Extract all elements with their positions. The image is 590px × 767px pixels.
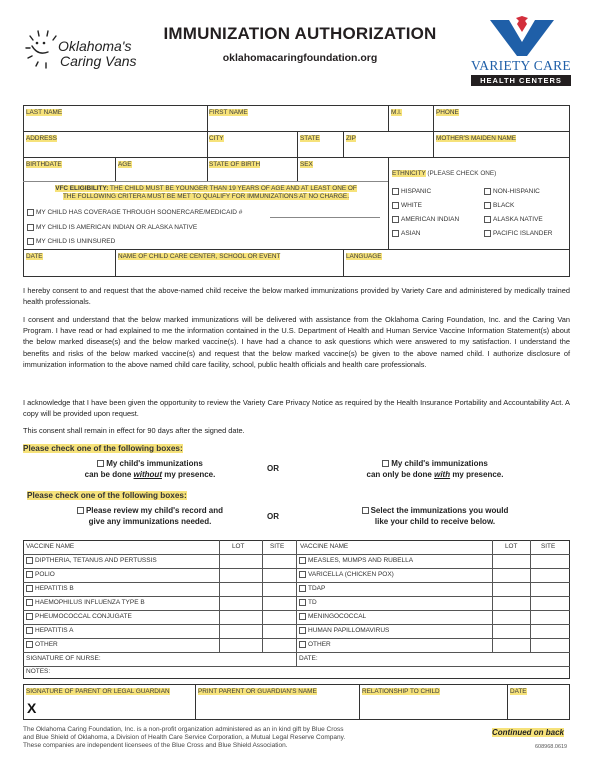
vaccine-right-7[interactable] bbox=[299, 641, 331, 648]
checkbox-icon bbox=[484, 216, 491, 223]
signature-date-label: DATE bbox=[510, 688, 527, 695]
age-label: AGE bbox=[118, 161, 132, 168]
col-vaccine-right: VACCINE NAME bbox=[300, 543, 349, 550]
checkbox-icon bbox=[26, 585, 33, 592]
parent-signature-label: SIGNATURE OF PARENT OR LEGAL GUARDIAN bbox=[26, 688, 170, 695]
oklahoma-caring-vans-logo bbox=[22, 26, 142, 76]
opt1b-line1: My child's immunizations bbox=[391, 459, 488, 468]
divider bbox=[23, 249, 570, 250]
divider bbox=[433, 105, 434, 157]
relationship-field[interactable] bbox=[362, 688, 440, 695]
signature-date-field[interactable] bbox=[510, 688, 527, 695]
eth-american-indian-label: AMERICAN INDIAN bbox=[401, 216, 460, 224]
divider bbox=[207, 157, 208, 181]
print-name-field[interactable] bbox=[198, 688, 317, 695]
eth-asian-label: ASIAN bbox=[401, 230, 421, 238]
table-col-divider bbox=[492, 540, 493, 652]
col-site-right: SITE bbox=[541, 543, 556, 550]
checkbox-icon bbox=[26, 571, 33, 578]
vfc-text1: THE CHILD MUST BE YOUNGER THAN 19 YEARS OF AGE AND AT LEAST ONE OF bbox=[110, 185, 357, 192]
vaccine-label: VARICELLA (CHICKEN POX) bbox=[308, 571, 394, 579]
vfc-opt2-label: MY CHILD IS AMERICAN INDIAN OR ALASKA NATIVE bbox=[36, 224, 198, 232]
phone-field[interactable] bbox=[436, 109, 459, 116]
presence-without-option[interactable] bbox=[60, 459, 240, 480]
opt1b-line2-em: with bbox=[434, 469, 451, 479]
vaccine-label: OTHER bbox=[308, 641, 331, 649]
consent-paragraph-2: I consent and understand that the below marked immunizations will be delivered with assistance from the Oklahoma Caring Foundation, Inc. and the Caring Van Program. I have read or had explained to me the information contained in the U.S. Department of Health and Human Service Vaccine Information Statement(s) about the below marked disease(s) and the below marked vaccine(s). I have had a chance to ask questions which were answered to my satisfaction. I understand the benefits and risks of the below marked vaccine(s) and request that the below marked vaccine(s) be given to the above named child. I authorize disclosure of immunization information to the above named child care facility, school, public health officials and health care professionals. bbox=[23, 315, 570, 369]
checkbox-icon bbox=[382, 460, 389, 467]
checkbox-icon bbox=[392, 188, 399, 195]
eth-alaska-native-label: ALASKA NATIVE bbox=[493, 216, 543, 224]
vaccine-label: PHEUMOCOCCAL CONJUGATE bbox=[35, 613, 132, 621]
opt2a-line2: give any immunizations needed. bbox=[88, 516, 212, 526]
nurse-signature-label: SIGNATURE OF NURSE: bbox=[26, 655, 101, 662]
table-col-divider bbox=[262, 540, 263, 652]
eth-white-checkbox[interactable] bbox=[392, 202, 422, 209]
checkbox-icon bbox=[299, 557, 306, 564]
eth-white-label: WHITE bbox=[401, 202, 422, 210]
logo-left-line2: Caring Vans bbox=[60, 53, 137, 69]
col-site-left: SITE bbox=[270, 543, 285, 550]
eth-black-label: BLACK bbox=[493, 202, 515, 210]
choice-heading-2 bbox=[27, 491, 187, 500]
checkbox-icon bbox=[299, 613, 306, 620]
website: oklahomacaringfoundation.org bbox=[222, 52, 378, 64]
checkbox-icon bbox=[26, 641, 33, 648]
divider bbox=[507, 684, 508, 720]
vaccine-label: MENINGOCOCCAL bbox=[308, 613, 367, 621]
vfc-medicaid-checkbox[interactable] bbox=[27, 209, 242, 216]
divider bbox=[23, 181, 389, 182]
eth-alaska-native-checkbox[interactable] bbox=[484, 216, 543, 223]
eth-pacific-islander-checkbox[interactable] bbox=[484, 230, 552, 237]
vaccine-label: POLIO bbox=[35, 571, 55, 579]
continued-on-back bbox=[492, 728, 564, 737]
vaccine-left-6[interactable] bbox=[26, 627, 73, 634]
birthdate-field[interactable] bbox=[26, 161, 62, 168]
vaccine-left-3[interactable] bbox=[26, 585, 74, 592]
or-label-2: OR bbox=[267, 512, 279, 521]
checkbox-icon bbox=[26, 557, 33, 564]
language-field[interactable] bbox=[346, 253, 382, 260]
vaccine-right-3[interactable] bbox=[299, 585, 325, 592]
ethnicity-note: (PLEASE CHECK ONE) bbox=[427, 170, 497, 177]
vaccine-left-4[interactable] bbox=[26, 599, 145, 606]
checkbox-icon bbox=[484, 188, 491, 195]
checkbox-icon bbox=[392, 230, 399, 237]
checkbox-icon bbox=[299, 571, 306, 578]
logo-right-sub: HEALTH CENTERS bbox=[471, 75, 571, 86]
checkbox-icon bbox=[26, 627, 33, 634]
opt1b-line2-post: my presence. bbox=[450, 469, 504, 479]
eth-asian-checkbox[interactable] bbox=[392, 230, 421, 237]
checkbox-icon bbox=[77, 507, 84, 514]
footer-disclaimer bbox=[23, 726, 345, 751]
language-label: LANGUAGE bbox=[346, 253, 382, 260]
table-col-divider bbox=[296, 540, 297, 666]
first-name-field[interactable] bbox=[209, 109, 248, 116]
notes-label: NOTES: bbox=[26, 668, 51, 675]
address-field[interactable] bbox=[26, 135, 57, 142]
vaccine-right-6[interactable] bbox=[299, 627, 389, 634]
city-field[interactable] bbox=[209, 135, 224, 142]
address-label: ADDRESS bbox=[26, 135, 57, 142]
footer-text-3: These companies are independent licensees of the Blue Cross and Blue Shield Association. bbox=[23, 742, 288, 750]
vaccine-label: OTHER bbox=[35, 641, 58, 649]
consent-paragraph-4: This consent shall remain in effect for 90 days after the signed date. bbox=[23, 426, 245, 435]
mothers-maiden-field[interactable] bbox=[436, 135, 516, 142]
relationship-label: RELATIONSHIP TO CHILD bbox=[362, 688, 440, 695]
vaccine-label: HAEMOPHILUS INFLUENZA TYPE B bbox=[35, 599, 145, 607]
nurse-date-label: DATE: bbox=[299, 655, 318, 662]
col-lot-left: LOT bbox=[232, 543, 245, 550]
vfc-american-indian-checkbox[interactable] bbox=[27, 224, 197, 231]
date-field[interactable] bbox=[26, 253, 43, 260]
mi-field[interactable] bbox=[391, 109, 402, 116]
review-record-option[interactable] bbox=[50, 506, 250, 527]
first-name-label: FIRST NAME bbox=[209, 109, 248, 116]
logo-right-name: VARIETY CARE bbox=[471, 58, 571, 73]
vfc-uninsured-checkbox[interactable] bbox=[27, 238, 115, 245]
city-label: CITY bbox=[209, 135, 224, 142]
divider bbox=[297, 131, 298, 181]
opt2b-line1: Select the immunizations you would bbox=[370, 506, 509, 515]
select-immunizations-option[interactable] bbox=[335, 506, 535, 527]
vfc-bold: VFC ELIGIBILITY: bbox=[55, 185, 109, 192]
presence-with-option[interactable] bbox=[345, 459, 525, 480]
checkbox-icon bbox=[27, 238, 34, 245]
zip-field[interactable] bbox=[346, 135, 356, 142]
vaccine-label: DIPTHERIA, TETANUS AND PERTUSSIS bbox=[35, 557, 157, 565]
col-vaccine-left: VACCINE NAME bbox=[26, 543, 75, 550]
eth-non-hispanic-checkbox[interactable] bbox=[484, 188, 540, 195]
last-name-field[interactable] bbox=[26, 109, 62, 116]
signature-x-mark: X bbox=[27, 700, 37, 716]
vaccine-label: TD bbox=[308, 599, 317, 607]
checkbox-icon bbox=[97, 460, 104, 467]
eth-non-hispanic-label: NON-HISPANIC bbox=[493, 188, 540, 196]
checkbox-icon bbox=[392, 202, 399, 209]
eth-hispanic-label: HISPANIC bbox=[401, 188, 432, 196]
choice-heading-1-text: Please check one of the following boxes: bbox=[23, 444, 183, 453]
checkbox-icon bbox=[26, 613, 33, 620]
opt1a-line2-em: without bbox=[133, 469, 162, 479]
checkbox-icon bbox=[299, 627, 306, 634]
sex-field[interactable] bbox=[300, 161, 313, 168]
divider bbox=[388, 157, 389, 249]
vaccine-label: TDAP bbox=[308, 585, 326, 593]
form-code: 608968.0619 bbox=[535, 744, 568, 750]
eth-american-indian-checkbox[interactable] bbox=[392, 216, 459, 223]
vaccine-label: HEPATITIS A bbox=[35, 627, 74, 635]
opt1a-line2-pre: can be done bbox=[84, 469, 134, 479]
table-row-divider bbox=[23, 666, 570, 667]
date-label: DATE bbox=[26, 253, 43, 260]
birthdate-label: BIRTHDATE bbox=[26, 161, 62, 168]
divider bbox=[207, 105, 208, 157]
phone-label: PHONE bbox=[436, 109, 459, 116]
opt1a-line2-post: my presence. bbox=[161, 469, 216, 479]
nurse-signature-field[interactable] bbox=[26, 655, 101, 662]
checkbox-icon bbox=[299, 585, 306, 592]
ethnicity-heading bbox=[392, 170, 496, 177]
state-label: STATE bbox=[300, 135, 320, 142]
nurse-date-field[interactable] bbox=[299, 655, 318, 662]
vaccine-right-1[interactable] bbox=[299, 557, 413, 564]
heart-v-icon bbox=[487, 14, 557, 58]
logo-left-line1: Oklahoma's bbox=[58, 38, 132, 54]
eth-hispanic-checkbox[interactable] bbox=[392, 188, 431, 195]
footer-text-2: and Blue Shield of Oklahoma, a Division of Health Care Service Corporation, a Mutual Legal Reserve Company. bbox=[23, 734, 346, 742]
eth-pacific-islander-label: PACIFIC ISLANDER bbox=[493, 230, 553, 238]
vaccine-left-5[interactable] bbox=[26, 613, 132, 620]
vfc-eligibility-notice bbox=[30, 185, 382, 202]
child-care-name-label: NAME OF CHILD CARE CENTER, SCHOOL OR EVENT bbox=[118, 253, 281, 260]
divider bbox=[343, 249, 344, 277]
col-lot-right: LOT bbox=[505, 543, 518, 550]
checkbox-icon bbox=[484, 202, 491, 209]
state-of-birth-label: STATE OF BIRTH bbox=[209, 161, 261, 168]
vaccine-right-5[interactable] bbox=[299, 613, 366, 620]
opt2b-line2: like your child to receive below. bbox=[374, 516, 496, 526]
vaccine-label: HEPATITIS B bbox=[35, 585, 74, 593]
notes-field[interactable] bbox=[26, 668, 50, 675]
checkbox-icon bbox=[299, 599, 306, 606]
child-care-name-field[interactable] bbox=[118, 253, 280, 260]
opt2a-line1: Please review my child's record and bbox=[85, 506, 224, 515]
checkbox-icon bbox=[392, 216, 399, 223]
vfc-text2: THE FOLLOWING CRITERA MUST BE MET TO QUALIFY FOR IMMUNIZATIONS AT NO CHARGE. bbox=[63, 193, 349, 201]
consent-paragraph-1: I hereby consent to and request that the above-named child receive the below marked immunizations provided by Variety Care and administered by medically trained health professionals. bbox=[23, 286, 570, 307]
form-title: IMMUNIZATION AUTHORIZATION bbox=[163, 24, 437, 43]
eth-black-checkbox[interactable] bbox=[484, 202, 514, 209]
footer-text-1: The Oklahoma Caring Foundation, Inc. is a non-profit organization administered as an in kind gift by Blue Cross bbox=[23, 726, 344, 733]
age-field[interactable] bbox=[118, 161, 132, 168]
vfc-opt3-label: MY CHILD IS UNINSURED bbox=[36, 238, 116, 246]
mi-label: M.I. bbox=[391, 109, 402, 116]
vaccine-label: MEASLES, MUMPS AND RUBELLA bbox=[308, 557, 414, 565]
parent-signature-field[interactable] bbox=[26, 688, 170, 695]
checkbox-icon bbox=[299, 641, 306, 648]
divider bbox=[359, 684, 360, 720]
vaccine-left-1[interactable] bbox=[26, 557, 157, 564]
vaccine-label: HUMAN PAPILLOMAVIRUS bbox=[308, 627, 390, 635]
divider bbox=[388, 105, 389, 131]
medicaid-number-line bbox=[270, 217, 380, 218]
sex-label: SEX bbox=[300, 161, 313, 168]
choice-heading-2-text: Please check one of the following boxes: bbox=[27, 491, 187, 500]
variety-care-logo bbox=[465, 14, 577, 90]
mothers-maiden-label: MOTHER'S MAIDEN NAME bbox=[436, 135, 517, 142]
choice-heading-1 bbox=[23, 444, 183, 453]
state-field[interactable] bbox=[300, 135, 320, 142]
divider bbox=[115, 157, 116, 181]
vfc-opt1-label: MY CHILD HAS COVERAGE THROUGH SOONERCARE/MEDICAID # bbox=[36, 209, 243, 217]
opt1a-line1: My child's immunizations bbox=[106, 459, 203, 468]
divider bbox=[343, 131, 344, 157]
checkbox-icon bbox=[26, 599, 33, 606]
checkbox-icon bbox=[27, 224, 34, 231]
divider bbox=[115, 249, 116, 277]
zip-label: ZIP bbox=[346, 135, 356, 142]
divider bbox=[195, 684, 196, 720]
or-label-1: OR bbox=[267, 464, 279, 473]
vaccine-left-7[interactable] bbox=[26, 641, 58, 648]
vaccine-right-4[interactable] bbox=[299, 599, 317, 606]
ethnicity-label: ETHNICITY bbox=[392, 170, 426, 177]
print-name-label: PRINT PARENT OR GUARDIAN'S NAME bbox=[198, 688, 317, 695]
continued-text: Continued on back bbox=[492, 728, 564, 737]
opt1b-line2-pre: can only be done bbox=[366, 469, 435, 479]
checkbox-icon bbox=[362, 507, 369, 514]
vaccine-right-2[interactable] bbox=[299, 571, 394, 578]
consent-paragraph-3: I acknowledge that I have been given the opportunity to review the Variety Care Privacy Notice as required by the Health Insurance Portability and Accountability Act. A copy will be provided upon request. bbox=[23, 398, 570, 419]
last-name-label: LAST NAME bbox=[26, 109, 63, 116]
checkbox-icon bbox=[27, 209, 34, 216]
table-col-divider bbox=[530, 540, 531, 652]
vaccine-left-2[interactable] bbox=[26, 571, 55, 578]
state-of-birth-field[interactable] bbox=[209, 161, 260, 168]
table-col-divider bbox=[219, 540, 220, 652]
checkbox-icon bbox=[484, 230, 491, 237]
